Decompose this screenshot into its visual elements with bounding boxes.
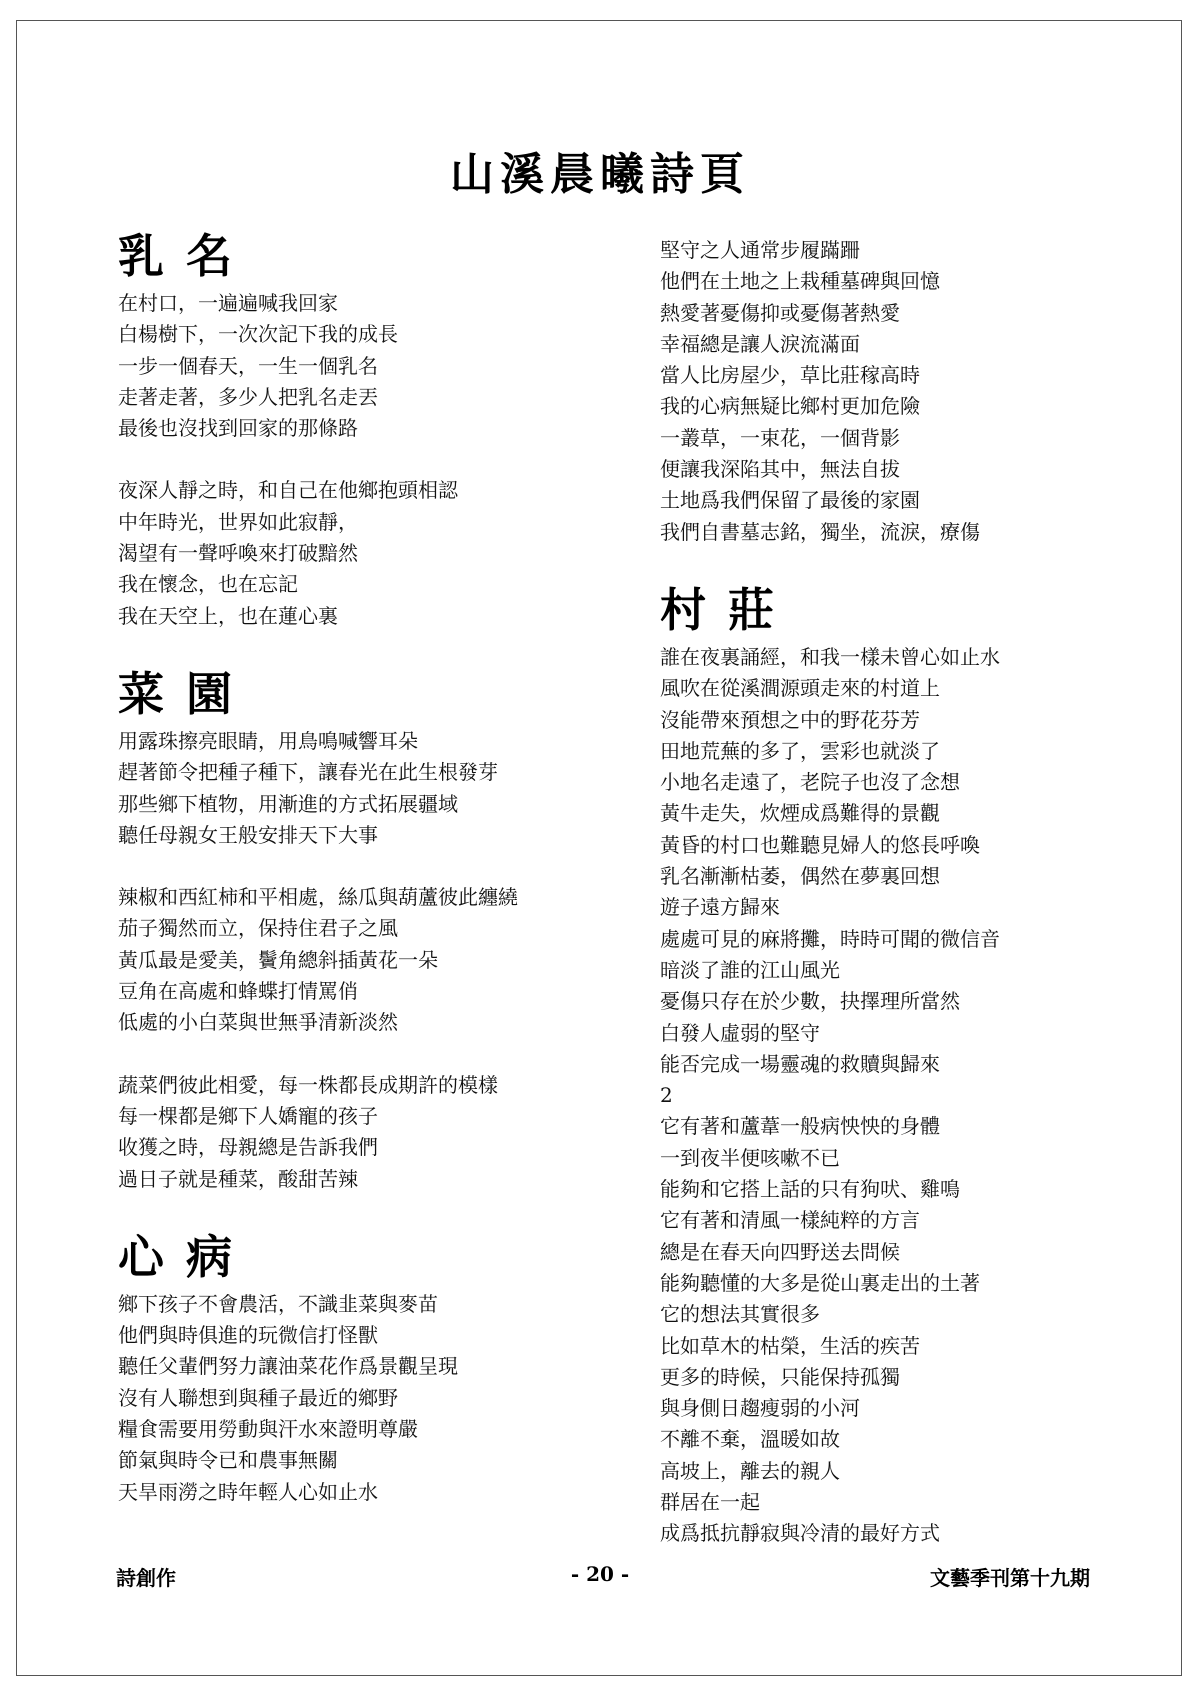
poem-line: 黃牛走失，炊煙成爲難得的景觀	[660, 801, 940, 826]
poem-line: 用露珠擦亮眼睛，用鳥鳴喊響耳朵	[118, 728, 418, 753]
poem-title: 菜園	[118, 666, 254, 721]
poem-line: 辣椒和西紅柿和平相處，絲瓜與葫蘆彼此纏繞	[118, 885, 518, 910]
poem-line: 處處可見的麻將攤，時時可聞的微信音	[660, 926, 1000, 951]
poem-line: 走著走著，多少人把乳名走丟	[118, 384, 378, 409]
footer-section-label: 詩創作	[116, 1566, 176, 1590]
poem-line: 土地爲我們保留了最後的家園	[660, 488, 920, 513]
poem-line: 憂傷只存在於少數，抉擇理所當然	[660, 989, 960, 1014]
left-column	[118, 228, 638, 1508]
poem-line: 便讓我深陷其中，無法自拔	[660, 457, 900, 482]
poem-line: 一叢草，一束花，一個背影	[660, 425, 900, 450]
poem-line: 夜深人靜之時，和自己在他鄉抱頭相認	[118, 478, 458, 503]
poem-line: 總是在春天向四野送去問候	[660, 1239, 900, 1264]
poem-line: 我在天空上，也在蓮心裏	[118, 603, 338, 628]
poem-title: 心病	[118, 1229, 254, 1284]
poem-line: 糧食需要用勞動與汗水來證明尊嚴	[118, 1417, 418, 1442]
stanza-gap	[118, 851, 638, 882]
poem-line: 天旱雨澇之時年輕人心如止水	[118, 1479, 378, 1504]
poem-line: 沒能帶來預想之中的野花芬芳	[660, 707, 920, 732]
poem-title: 乳名	[118, 229, 254, 283]
poem-line: 遊子遠方歸來	[660, 895, 780, 920]
poem-line: 趕著節令把種子種下，讓春光在此生根發芽	[118, 760, 498, 785]
page-title: 山溪晨曦詩頁	[450, 149, 750, 200]
poem-line: 我的心病無疑比鄉村更加危險	[660, 394, 920, 419]
poem-line: 風吹在從溪澗源頭走來的村道上	[660, 676, 940, 701]
poem-line: 蔬菜們彼此相愛，每一株都長成期許的模樣	[118, 1072, 498, 1097]
poem-line: 與身側日趨瘦弱的小河	[660, 1396, 860, 1421]
poem-line: 幸福總是讓人淚流滿面	[660, 331, 860, 356]
poem-line: 他們在土地之上栽種墓碑與回憶	[660, 269, 940, 294]
poem-line: 堅守之人通常步履蹣跚	[660, 238, 860, 262]
stanza-gap	[118, 1039, 638, 1070]
poem-line: 乳名漸漸枯萎，偶然在夢裏回想	[660, 864, 940, 889]
poem-line: 能否完成一場靈魂的救贖與歸來	[660, 1051, 940, 1076]
stanza-gap	[118, 444, 638, 475]
poem-line: 2	[660, 1083, 673, 1108]
poem-line: 鄉下孩子不會農活，不識韭菜與麥苗	[118, 1291, 438, 1316]
poem-line: 群居在一起	[660, 1489, 760, 1514]
right-column	[660, 235, 1140, 1550]
poem-line: 聽任母親女王般安排天下大事	[118, 822, 378, 847]
poem-line: 它有著和清風一樣純粹的方言	[660, 1208, 920, 1233]
footer-page-number: - 20 -	[570, 1562, 630, 1586]
poem-line: 節氣與時令已和農事無關	[118, 1448, 338, 1473]
section-gap	[118, 1195, 638, 1229]
poem-line: 最後也沒找到回家的那條路	[118, 416, 358, 441]
poem-line: 能夠和它搭上話的只有狗吠、雞鳴	[660, 1177, 960, 1202]
poem-line: 沒有人聯想到與種子最近的鄉野	[118, 1385, 398, 1410]
poem-line: 渴望有一聲呼喚來打破黯然	[118, 541, 358, 566]
section-gap	[660, 548, 1140, 582]
poem-line: 我在懷念，也在忘記	[118, 572, 298, 597]
poem-line: 收獲之時，母親總是告訴我們	[118, 1135, 378, 1160]
poem-line: 那些鄉下植物，用漸進的方式拓展疆域	[118, 791, 458, 816]
poem-line: 能夠聽懂的大多是從山裏走出的土著	[660, 1270, 980, 1295]
poem-line: 每一棵都是鄉下人嬌寵的孩子	[118, 1103, 378, 1128]
poem-line: 更多的時候，只能保持孤獨	[660, 1364, 900, 1389]
poem-line: 低處的小白菜與世無爭清新淡然	[118, 1010, 398, 1035]
poem-line: 一步一個春天，一生一個乳名	[118, 353, 378, 378]
footer-publication: 文藝季刊第十九期	[930, 1566, 1090, 1590]
poem-title: 村莊	[660, 582, 796, 637]
poem-line: 中年時光，世界如此寂靜，	[118, 509, 358, 534]
poem-line: 當人比房屋少，草比莊稼高時	[660, 363, 920, 388]
poem-line: 黃瓜最是愛美，鬢角總斜插黃花一朵	[118, 947, 438, 972]
poem-line: 高坡上，離去的親人	[660, 1458, 840, 1483]
poem-line: 豆角在高處和蜂蝶打情罵俏	[118, 979, 358, 1004]
poem-line: 成爲抵抗靜寂與冷清的最好方式	[660, 1521, 940, 1546]
poem-line: 茄子獨然而立，保持住君子之風	[118, 916, 398, 941]
poem-line: 它的想法其實很多	[660, 1302, 820, 1327]
poem-line: 田地荒蕪的多了，雲彩也就淡了	[660, 738, 940, 763]
poem-line: 小地名走遠了，老院子也沒了念想	[660, 770, 960, 795]
poem-line: 白楊樹下，一次次記下我的成長	[118, 322, 398, 347]
section-gap	[118, 632, 638, 666]
poem-line: 誰在夜裏誦經，和我一樣未曾心如止水	[660, 644, 1000, 669]
poem-line: 在村口，一遍遍喊我回家	[118, 291, 338, 315]
poem-line: 它有著和蘆葦一般病怏怏的身體	[660, 1114, 940, 1139]
poem-line: 白發人虛弱的堅守	[660, 1020, 820, 1045]
poem-line: 他們與時俱進的玩微信打怪獸	[118, 1323, 378, 1348]
poem-line: 比如草木的枯榮，生活的疾苦	[660, 1333, 920, 1358]
poem-line: 聽任父輩們努力讓油菜花作爲景觀呈現	[118, 1354, 458, 1379]
poem-line: 黃昏的村口也難聽見婦人的悠長呼喚	[660, 832, 980, 857]
poem-line: 我們自書墓志銘，獨坐，流淚，療傷	[660, 519, 980, 544]
poem-line: 一到夜半便咳嗽不已	[660, 1145, 840, 1170]
poem-line: 過日子就是種菜，酸甜苦辣	[118, 1166, 358, 1191]
poem-line: 熱愛著憂傷抑或憂傷著熱愛	[660, 300, 900, 325]
poem-line: 暗淡了誰的江山風光	[660, 957, 840, 982]
poem-line: 不離不棄，溫暖如故	[660, 1427, 840, 1452]
